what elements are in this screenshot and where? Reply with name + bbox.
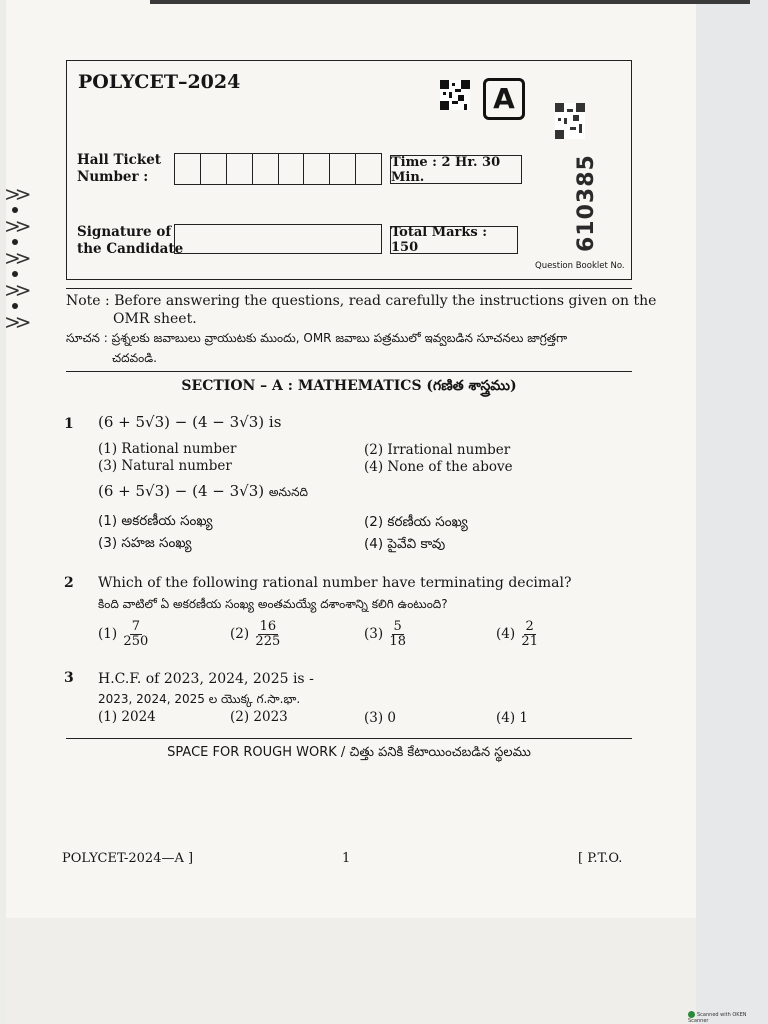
q2-option-3[interactable]: (3) $\frac{5}{18}$ [364, 619, 406, 649]
fraction: $\frac{5}{18}$ [389, 619, 406, 649]
q3-option-2[interactable]: (2) 2023 [230, 709, 288, 725]
dot-mark-icon [12, 207, 18, 213]
paper-bottom-edge [6, 918, 696, 1024]
time-box: Time : 2 Hr. 30 Min. [390, 155, 522, 184]
hall-ticket-digit-box[interactable] [356, 154, 381, 184]
q3-option-4[interactable]: (4) 1 [496, 710, 529, 726]
q3-option-1[interactable]: (1) 2024 [98, 709, 156, 725]
dot-mark-icon [12, 239, 18, 245]
fraction: $\frac{2}{21}$ [521, 619, 538, 649]
q2-option-2[interactable]: (2) $\frac{16}{225}$ [230, 619, 281, 649]
q1-expression-en: (6 + 5√3) − (4 − 3√3) is [98, 413, 282, 431]
chevron-mark-icon: >> [4, 182, 26, 206]
question-number: 2 [64, 575, 74, 591]
hall-ticket-digit-box[interactable] [175, 154, 201, 184]
barcode-icon [555, 103, 585, 139]
booklet-serial-number: 610385 [574, 154, 599, 252]
q1-option-4-te[interactable]: (4) పైవేవి కావు [364, 536, 446, 552]
math-expression: (6 + 5√3) − (4 − 3√3) [98, 482, 265, 500]
q1-option-2[interactable]: (2) Irrational number [364, 442, 511, 458]
pto-label: [ P.T.O. [578, 851, 623, 866]
q1-option-1-te[interactable]: (1) అకరణీయ సంఖ్య [98, 513, 213, 529]
q3-text-te: 2023, 2024, 2025 ల యొక్క గ.సా.భా. [98, 692, 301, 706]
divider [66, 371, 632, 372]
dot-mark-icon [12, 303, 18, 309]
question-number: 3 [64, 670, 74, 686]
hall-ticket-digit-box[interactable] [253, 154, 279, 184]
chevron-mark-icon: >> [4, 246, 26, 270]
hall-ticket-digit-box[interactable] [227, 154, 253, 184]
hall-ticket-digit-box[interactable] [201, 154, 227, 184]
page-number: 1 [342, 851, 351, 866]
dot-mark-icon [12, 271, 18, 277]
booklet-series-badge: A [483, 78, 525, 120]
booklet-no-label: Question Booklet No. [535, 261, 625, 271]
section-title: SECTION – A : MATHEMATICS (గణిత శాస్త్రము) [181, 378, 517, 394]
chevron-mark-icon: >> [4, 310, 26, 334]
binding-marks [4, 182, 26, 334]
q2-text-en: Which of the following rational number have terminating decimal? [98, 575, 572, 591]
q1-expression-te: (6 + 5√3) − (4 − 3√3) అనునది [98, 482, 308, 500]
signature-label: Signature of the Candidate [77, 224, 184, 257]
note-en: Note : Before answering the questions, read carefully the instructions given on the OMR sheet. [66, 293, 657, 327]
scanner-watermark: Scanned with OKEN Scanner [688, 1012, 747, 1024]
fraction: $\frac{16}{225}$ [255, 619, 281, 649]
q1-option-1[interactable]: (1) Rational number [98, 441, 237, 457]
divider [66, 738, 632, 739]
divider [66, 288, 632, 289]
q1-option-4[interactable]: (4) None of the above [364, 459, 513, 475]
hall-ticket-digit-box[interactable] [304, 154, 330, 184]
q1-option-2-te[interactable]: (2) కరణీయ సంఖ్య [364, 514, 468, 530]
hall-ticket-boxes[interactable] [174, 153, 382, 185]
q1-option-3-te[interactable]: (3) సహజ సంఖ్య [98, 535, 192, 551]
q3-option-3[interactable]: (3) 0 [364, 710, 397, 726]
q2-option-4[interactable]: (4) $\frac{2}{21}$ [496, 619, 538, 649]
qr-code-icon [440, 80, 470, 110]
hall-ticket-label: Hall Ticket Number : [77, 152, 162, 185]
q2-text-te: కింది వాటిలో ఏ అకరణీయ సంఖ్య అంతమయ్యే దశాంశాన్ని కలిగి ఉంటుంది? [98, 597, 448, 611]
q2-option-1[interactable]: (1) $\frac{7}{250}$ [98, 619, 149, 649]
total-marks-box: Total Marks : 150 [390, 226, 518, 254]
footer-code: POLYCET-2024—A ] [62, 851, 194, 866]
paper-top-edge [150, 0, 750, 4]
hall-ticket-digit-box[interactable] [330, 154, 356, 184]
math-expression: (6 + 5√3) − (4 − 3√3) [98, 413, 265, 431]
scanner-logo-icon [688, 1011, 695, 1018]
chevron-mark-icon: >> [4, 278, 26, 302]
q3-text-en: H.C.F. of 2023, 2024, 2025 is - [98, 671, 314, 687]
chevron-mark-icon: >> [4, 214, 26, 238]
question-number: 1 [64, 416, 74, 432]
hall-ticket-digit-box[interactable] [279, 154, 305, 184]
fraction: $\frac{7}{250}$ [123, 619, 149, 649]
signature-box[interactable] [174, 224, 382, 254]
rough-work-label: SPACE FOR ROUGH WORK / చిత్తు పనికి కేటాయించబడిన స్థలము [167, 745, 531, 760]
q1-option-3[interactable]: (3) Natural number [98, 458, 232, 474]
exam-title: POLYCET–2024 [78, 71, 241, 93]
note-te: సూచన : ప్రశ్నలకు జవాబులు వ్రాయుటకు ముందు, OMR జవాబు పత్రములో ఇవ్వబడిన సూచనలు జాగ్రత్తగా చదవండి. [66, 331, 568, 365]
scan-background [696, 0, 768, 1024]
